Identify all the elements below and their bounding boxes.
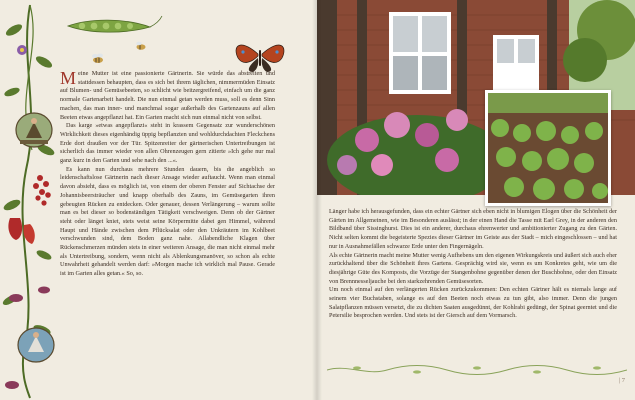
flower-illustration (8, 218, 34, 244)
bee-illustration (136, 42, 145, 50)
decorative-vine-border (0, 0, 60, 400)
page-number: | 7 (618, 377, 625, 384)
berry-cluster-illustration (33, 175, 51, 206)
right-page-body-text (329, 208, 617, 321)
paragraph: Länger habe ich herausgefunden, dass ein echter Gärtner sich eben nicht in blumigen Elogen über die Schönheit der Gärten im Allgemeinen, wie im Besonderen auslässt; in der einen Hand die Tasse mit Earl Grey, in der anderen den Bildband über Sissinghurst. Dies ist ein anderer, durchaus ehrenwerter und ambitionierter Zugang zu den Gärten. Nicht selten kommt die begeisterte Spezies dieser Gärtner im Geiste aus der Stadt – mich eingeschlossen – und hat nur in Ausnahmefällen schwarze Erde unter den Fingernägeln. (329, 208, 617, 250)
window-illustration (493, 35, 539, 95)
paragraph-text: eine Mutter ist eine passionierte Gärtnerin. Sie würde das abstreiten und stattdessen behaupten, dass es sich bei ihrem täglichen, nimmermüden Einsatz auf Blumen- und Gemüsebeeten, so schlicht wie beitzergreifend, einfach um die ganz normale Gartenarbeit handelt. Die nun einmal getan werden muss, soll es denn Sinn machen, das man inner- und manchmal sogar außerhalb des Gartenzauns auf allen Beeten etwas angepflanzt hat. Ein Garten macht sich nun einmal nicht von selbst. (60, 70, 275, 121)
flower-illustration (17, 45, 27, 55)
vine-divider (327, 364, 627, 376)
paragraph: Als echte Gärtnerin macht meine Mutter wenig Aufhebens um den eigenen Wirkungskreis und äußert sich auch eher zurückhaltend über die Schönheit ihres Gartens. Gesprächig wird sie, wenn es um Konkretes geht, wie um die diesjährige Güte des Komposts, die Vorzüge der Stangenbohne gegenüber denen der Buschbohne, oder den Einsatz von Brennnesseljauche bei den starkzehrenden Gemüsesorten. (329, 251, 617, 285)
drop-cap: M (60, 68, 77, 88)
gardener-vignette (18, 328, 54, 362)
lettuce-garden-photo (485, 90, 611, 206)
paragraph: Um noch einmal auf den verlängerten Rücken zurückzukommen: Den echten Gärtner hält es niemals lange auf seinem vier Buchstaben, solange es auf den Beeten noch etwas zu tun gibt, also immer. Denn die jungen Salatpflanzen müssen versetzt, die zu dichten Saaten ausgedünnt, der Kohlrabi gedüngt, der Spinat geerntet und die Petersilie besprochen werden. Und stets ist der Giersch auf dem Vormarsch. (329, 286, 617, 320)
paragraph (60, 70, 275, 122)
butterfly-illustration (236, 45, 284, 72)
window-illustration (389, 12, 451, 94)
right-page (317, 0, 635, 400)
page-number-value: 7 (621, 377, 625, 384)
bee-illustration (92, 54, 103, 64)
paragraph: Es kann nun durchaus mehrere Stunden dauern, bis die angeblich so leidenschaftslose Gärtnerin nach dieser Ansage wieder auftaucht. Wenn man einmal davon absieht, dass es möglich ist, von einem der oberen Fenster auf Sichtachse der Johannisbeersträucher und knapp oberhalb des Zauns, im Gemüsegarten ihren gebeugten Rücken zu entdecken. Oder genauer, dessen Verlängerung – warum sollte man es bei dieser so bodenständigen Tätigkeit verschweigen. Denn ob der Gärtner steht oder länget kniet, stets weist seine Körpermitte dabei gen Himmel, während Haupt und Hände zwischen dem Pflücksalat oder den Unkräutern im Kohlbeet verschwunden sind, dem Boden ganz nahe. Allabendliche Klagen über Rückenschmerzen münden stets in einer weiteren Ansage, die man nicht einmal mehr als Untertreibung, sondern, wenn nicht als Ablenkungsmanöver, so schon als echte Unwahrheit gehandelt werden darf: »Morgen mache ich wirklich mal Pause. Gerade ist im Garten alles getan.« So, so. (60, 165, 275, 278)
gardener-vignette (16, 113, 52, 147)
pea-pod-illustration (68, 16, 162, 32)
paragraph: Das karge »etwas angepflanzt« steht in krassem Gegensatz zur wunderschönen Wirklichkeit dieses eigenhändig üppig bepflanzten und wohldurchdachten Fleckchens Erde dort draußen vor der Tür. Spitzenreiter der gärtnerischen Untertreibungen ist sicherlich das immer wieder von allen Ohrenzeugen gern zitierte »Ich gehe nur mal ganz kurz in den Garten und sehe nach den ...«. (60, 122, 275, 165)
book-gutter-shadow (312, 0, 322, 400)
left-page (0, 0, 317, 400)
left-page-body-text (60, 70, 275, 279)
